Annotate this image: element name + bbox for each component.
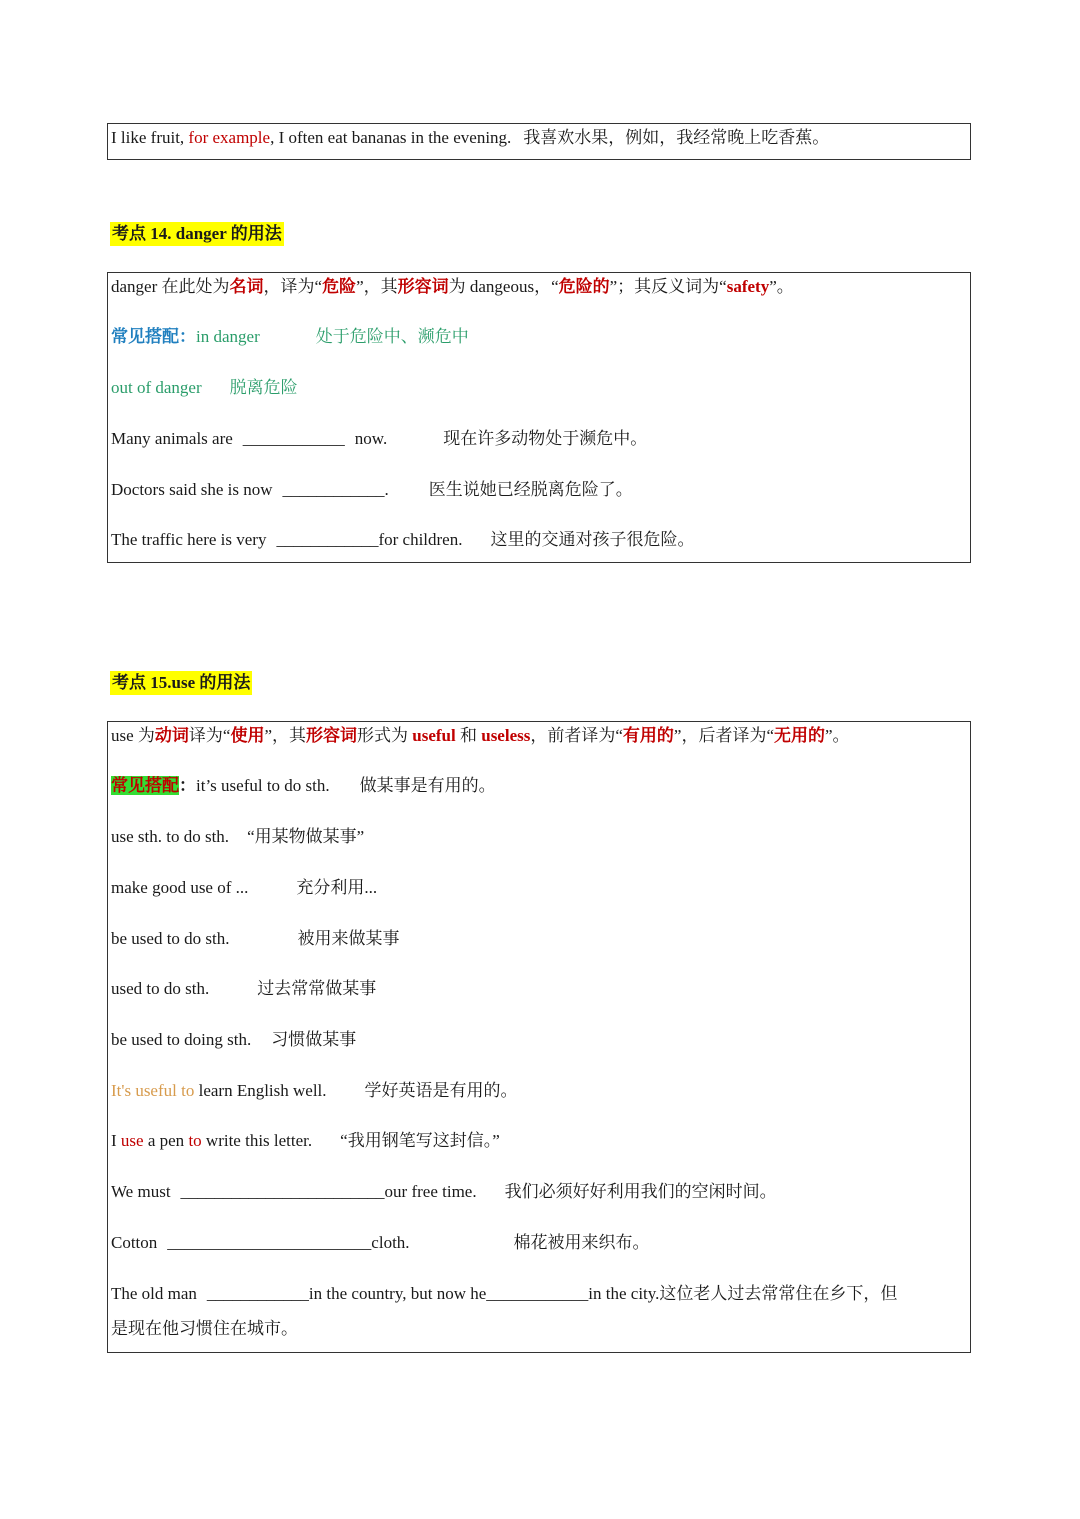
answer-blank: ____________. — [282, 480, 389, 499]
example-en-text-rest: , I often eat bananas in the evening. — [270, 128, 512, 147]
section15-collocation-1: 常见搭配：it’s useful to do sth. 做某事是有用的。 — [111, 776, 496, 795]
section15-exercise-1: We must ________________________our free time. 我们必须好好利用我们的空闲时间。 — [111, 1182, 777, 1201]
answer-blank: ____________ — [242, 429, 345, 448]
section15-box — [107, 721, 971, 1353]
section15-exercise-3-continued: 是现在他习惯住在城市。 — [111, 1319, 298, 1338]
section15-intro: use 为动词译为“使用”，其形容词形式为 useful 和 useless，前者译为“有用的”，后者译为“无用的”。 — [111, 726, 850, 745]
section14-box — [107, 272, 971, 563]
example-translation: 我喜欢水果，例如，我经常晚上吃香蕉。 — [523, 128, 830, 147]
section14-collocation-1: 常见搭配：in danger 处于危险中、濒危中 — [111, 327, 469, 346]
section15-exercise-2: Cotton ________________________cloth. 棉花被用来织布。 — [111, 1233, 650, 1252]
section15-exercise-3: The old man ____________in the country, but now he____________in the city.这位老人过去常常住在乡下，但 — [111, 1284, 898, 1303]
answer-blank: ________________________ — [167, 1233, 372, 1252]
section15-heading: 考点 15.use 的用法 — [110, 671, 252, 695]
section14-exercise-3: The traffic here is very ____________for children. 这里的交通对孩子很危险。 — [111, 530, 695, 549]
answer-blank: ____________ — [276, 530, 379, 549]
section15-collocation-3: make good use of ... 充分利用... — [111, 878, 378, 897]
section15-collocation-6: be used to doing sth. 习惯做某事 — [111, 1030, 357, 1049]
answer-blank: ____________ — [206, 1284, 309, 1303]
section15-example-1: It's useful to learn English well. 学好英语是有用的。 — [111, 1081, 518, 1100]
section15-collocation-2: use sth. to do sth. “用某物做某事” — [111, 827, 365, 846]
section14-collocation-2: out of danger 脱离危险 — [111, 378, 298, 397]
answer-blank: ____________ — [486, 1284, 589, 1303]
section14-heading: 考点 14. danger 的用法 — [110, 222, 284, 246]
section15-collocation-4: be used to do sth. 被用来做某事 — [111, 929, 400, 948]
section14-exercise-1: Many animals are ____________ now. 现在许多动物处于濒危中。 — [111, 429, 648, 448]
example-highlight: for example — [188, 128, 271, 147]
collocation-label: 常见搭配 — [111, 776, 179, 795]
section14-exercise-2: Doctors said she is now ____________. 医生说她已经脱离危险了。 — [111, 480, 633, 499]
example-box — [107, 123, 971, 160]
example-sentence — [111, 127, 829, 149]
section15-example-2: I use a pen to write this letter. “我用钢笔写这封信。” — [111, 1131, 500, 1150]
section15-collocation-5: used to do sth. 过去常常做某事 — [111, 979, 377, 998]
example-en-text: I like fruit, — [111, 128, 189, 147]
collocation-label: 常见搭配： — [111, 327, 196, 346]
answer-blank: ________________________ — [180, 1182, 385, 1201]
section14-intro: danger 在此处为名词，译为“危险”，其形容词为 dangeous，“危险的”；其反义词为“safety”。 — [111, 277, 794, 296]
